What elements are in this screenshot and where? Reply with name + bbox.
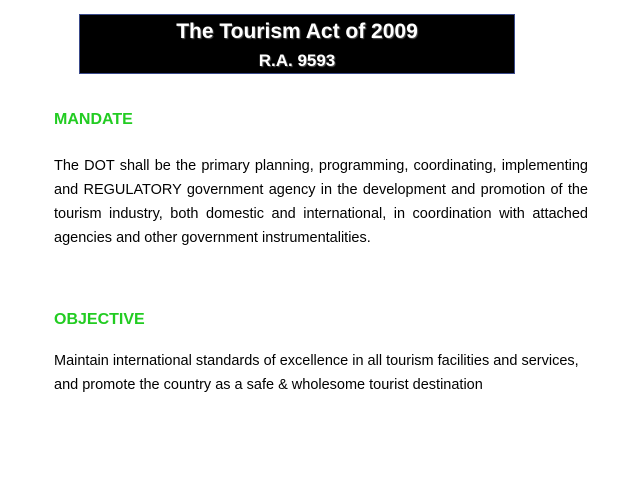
title-banner — [79, 14, 515, 74]
mandate-heading: MANDATE — [54, 111, 133, 128]
page-title: The Tourism Act of 2009 — [176, 20, 418, 43]
objective-heading: OBJECTIVE — [54, 311, 145, 328]
mandate-text: The DOT shall be the primary planning, programming, coordinating, implementing and REGULATORY government agency in the development and promotion of the tourism industry, both domestic and international, in coordination with attached agencies and other government instrumentalities. — [54, 158, 588, 246]
page-subtitle: R.A. 9593 — [258, 51, 336, 70]
objective-text: Maintain international standards of excellence in all tourism facilities and services, and promote the country as a safe & wholesome tourist destination — [54, 353, 579, 393]
